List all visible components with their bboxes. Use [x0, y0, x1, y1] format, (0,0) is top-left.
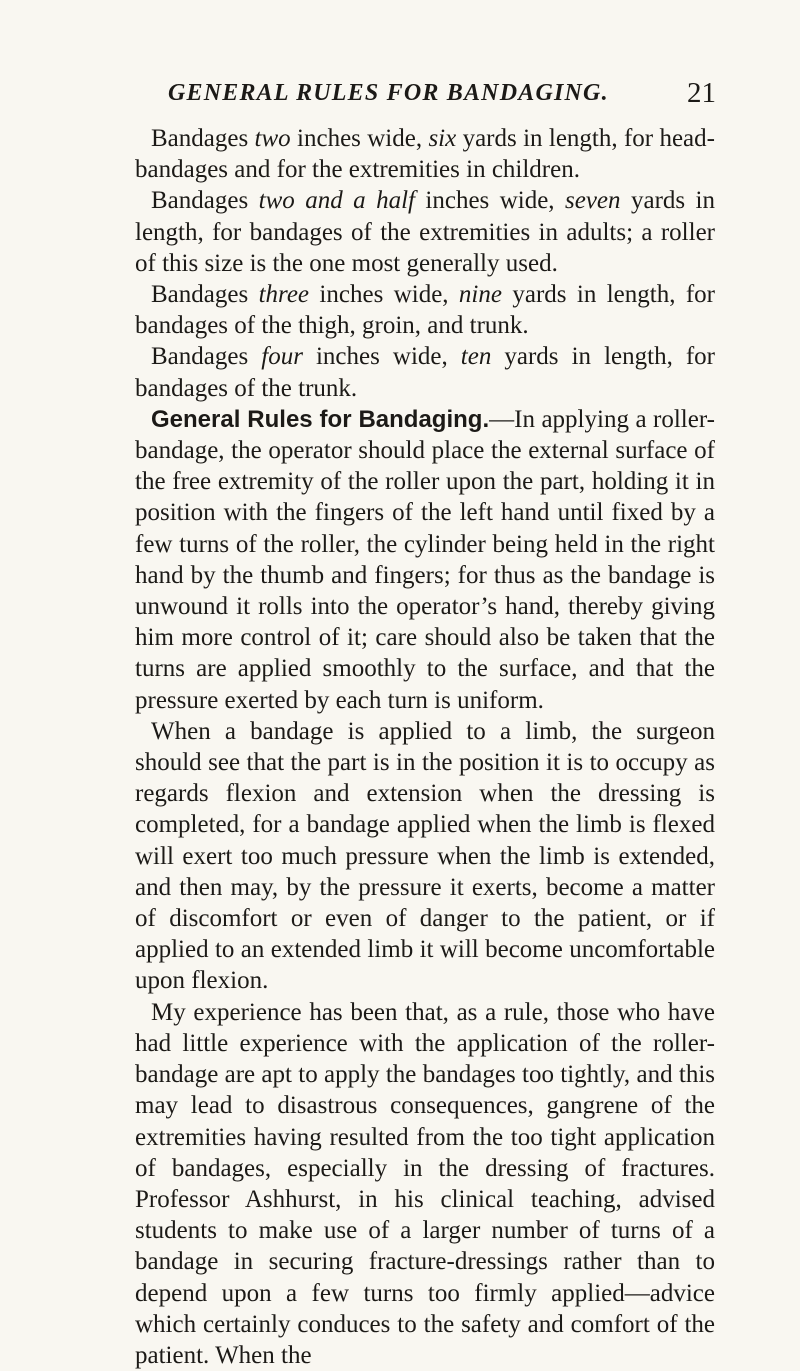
paragraph-general-rules: [135, 404, 715, 716]
running-head: [168, 77, 716, 112]
text-run: Bandages: [151, 281, 259, 309]
text-run: inches wide,: [309, 281, 459, 309]
emphasis-width: two: [254, 125, 291, 152]
text-run: inches wide,: [290, 125, 429, 152]
paragraph-limb-position: [135, 716, 715, 997]
body-text: [135, 123, 715, 1371]
text-run: yards in length, for bandages of the trunk.: [135, 343, 716, 402]
running-title: GENERAL RULES FOR BANDAGING.: [168, 80, 609, 106]
paragraph-two-and-half-inch-bandages: [135, 185, 715, 279]
text-run: When a bandage is applied to a limb, the surgeon should see that the part is in the position it is to occupy as regards flexion and extension when the dressing is completed, for a bandage applied when the limb is flexed will exert too much pressure when the limb is extended, and then may, by the pressure it exerts, become a matter of discomfort or even of danger to the patient, or if applied to an extended limb it will become uncomfortable upon flexion.: [135, 717, 715, 995]
emphasis-length: seven: [565, 187, 621, 215]
paragraph-four-inch-bandages: [135, 341, 715, 403]
text-run: yards in length, for head-bandages and for the extremities in children.: [135, 125, 715, 184]
emphasis-width: two and a half: [258, 187, 415, 215]
text-run: My experience has been that, as a rule, those who have had little experience with the application of the roller-bandage are apt to apply the bandages too tightly, and this may lead to disastrous consequences, gangrene of the extremities having resulted from the too tight application of bandages, especially in the dressing of fractures. Professor Ashhurst, in his clinical teaching, advised students to make use of a larger number of turns of a bandage in securing fracture-dressings rather than to depend upon a few turns too firmly applied—advice which certainly conduces to the safety and comfort of the patient. When the: [135, 998, 715, 1369]
text-run: inches wide,: [302, 343, 461, 371]
text-run: —In applying a roller-bandage, the operator should place the external surface of the free extremity of the roller upon the part, holding it in position with the fingers of the left hand until fixed by a few turns of the roller, the cylinder being held in the right hand by the thumb and fingers; for thus as the bandage is unwound it rolls into the operator’s hand, thereby giving him more control of it; care should also be taken that the turns are applied smoothly to the surface, and that the pressure exerted by each turn is uniform.: [135, 405, 715, 714]
text-run: Bandages: [151, 187, 259, 215]
text-run: yards in length, for bandages of the thigh, groin, and trunk.: [135, 281, 715, 340]
paragraph-three-inch-bandages: [135, 279, 715, 341]
emphasis-width: four: [261, 343, 303, 371]
text-run: Bandages: [151, 125, 255, 152]
text-run: Bandages: [151, 343, 262, 371]
emphasis-length: six: [428, 125, 457, 152]
page-number: 21: [687, 77, 716, 109]
emphasis-width: three: [258, 281, 310, 309]
section-heading: General Rules for Bandaging.: [151, 405, 490, 433]
text-run: yards in length, for bandages of the extremities in adults; a roller of this size is the one most generally used.: [135, 187, 715, 277]
paragraph-two-inch-bandages: [135, 123, 715, 185]
emphasis-length: ten: [460, 343, 492, 371]
emphasis-length: nine: [458, 281, 502, 309]
paragraph-experience: [135, 997, 715, 1371]
text-run: inches wide,: [414, 187, 565, 215]
